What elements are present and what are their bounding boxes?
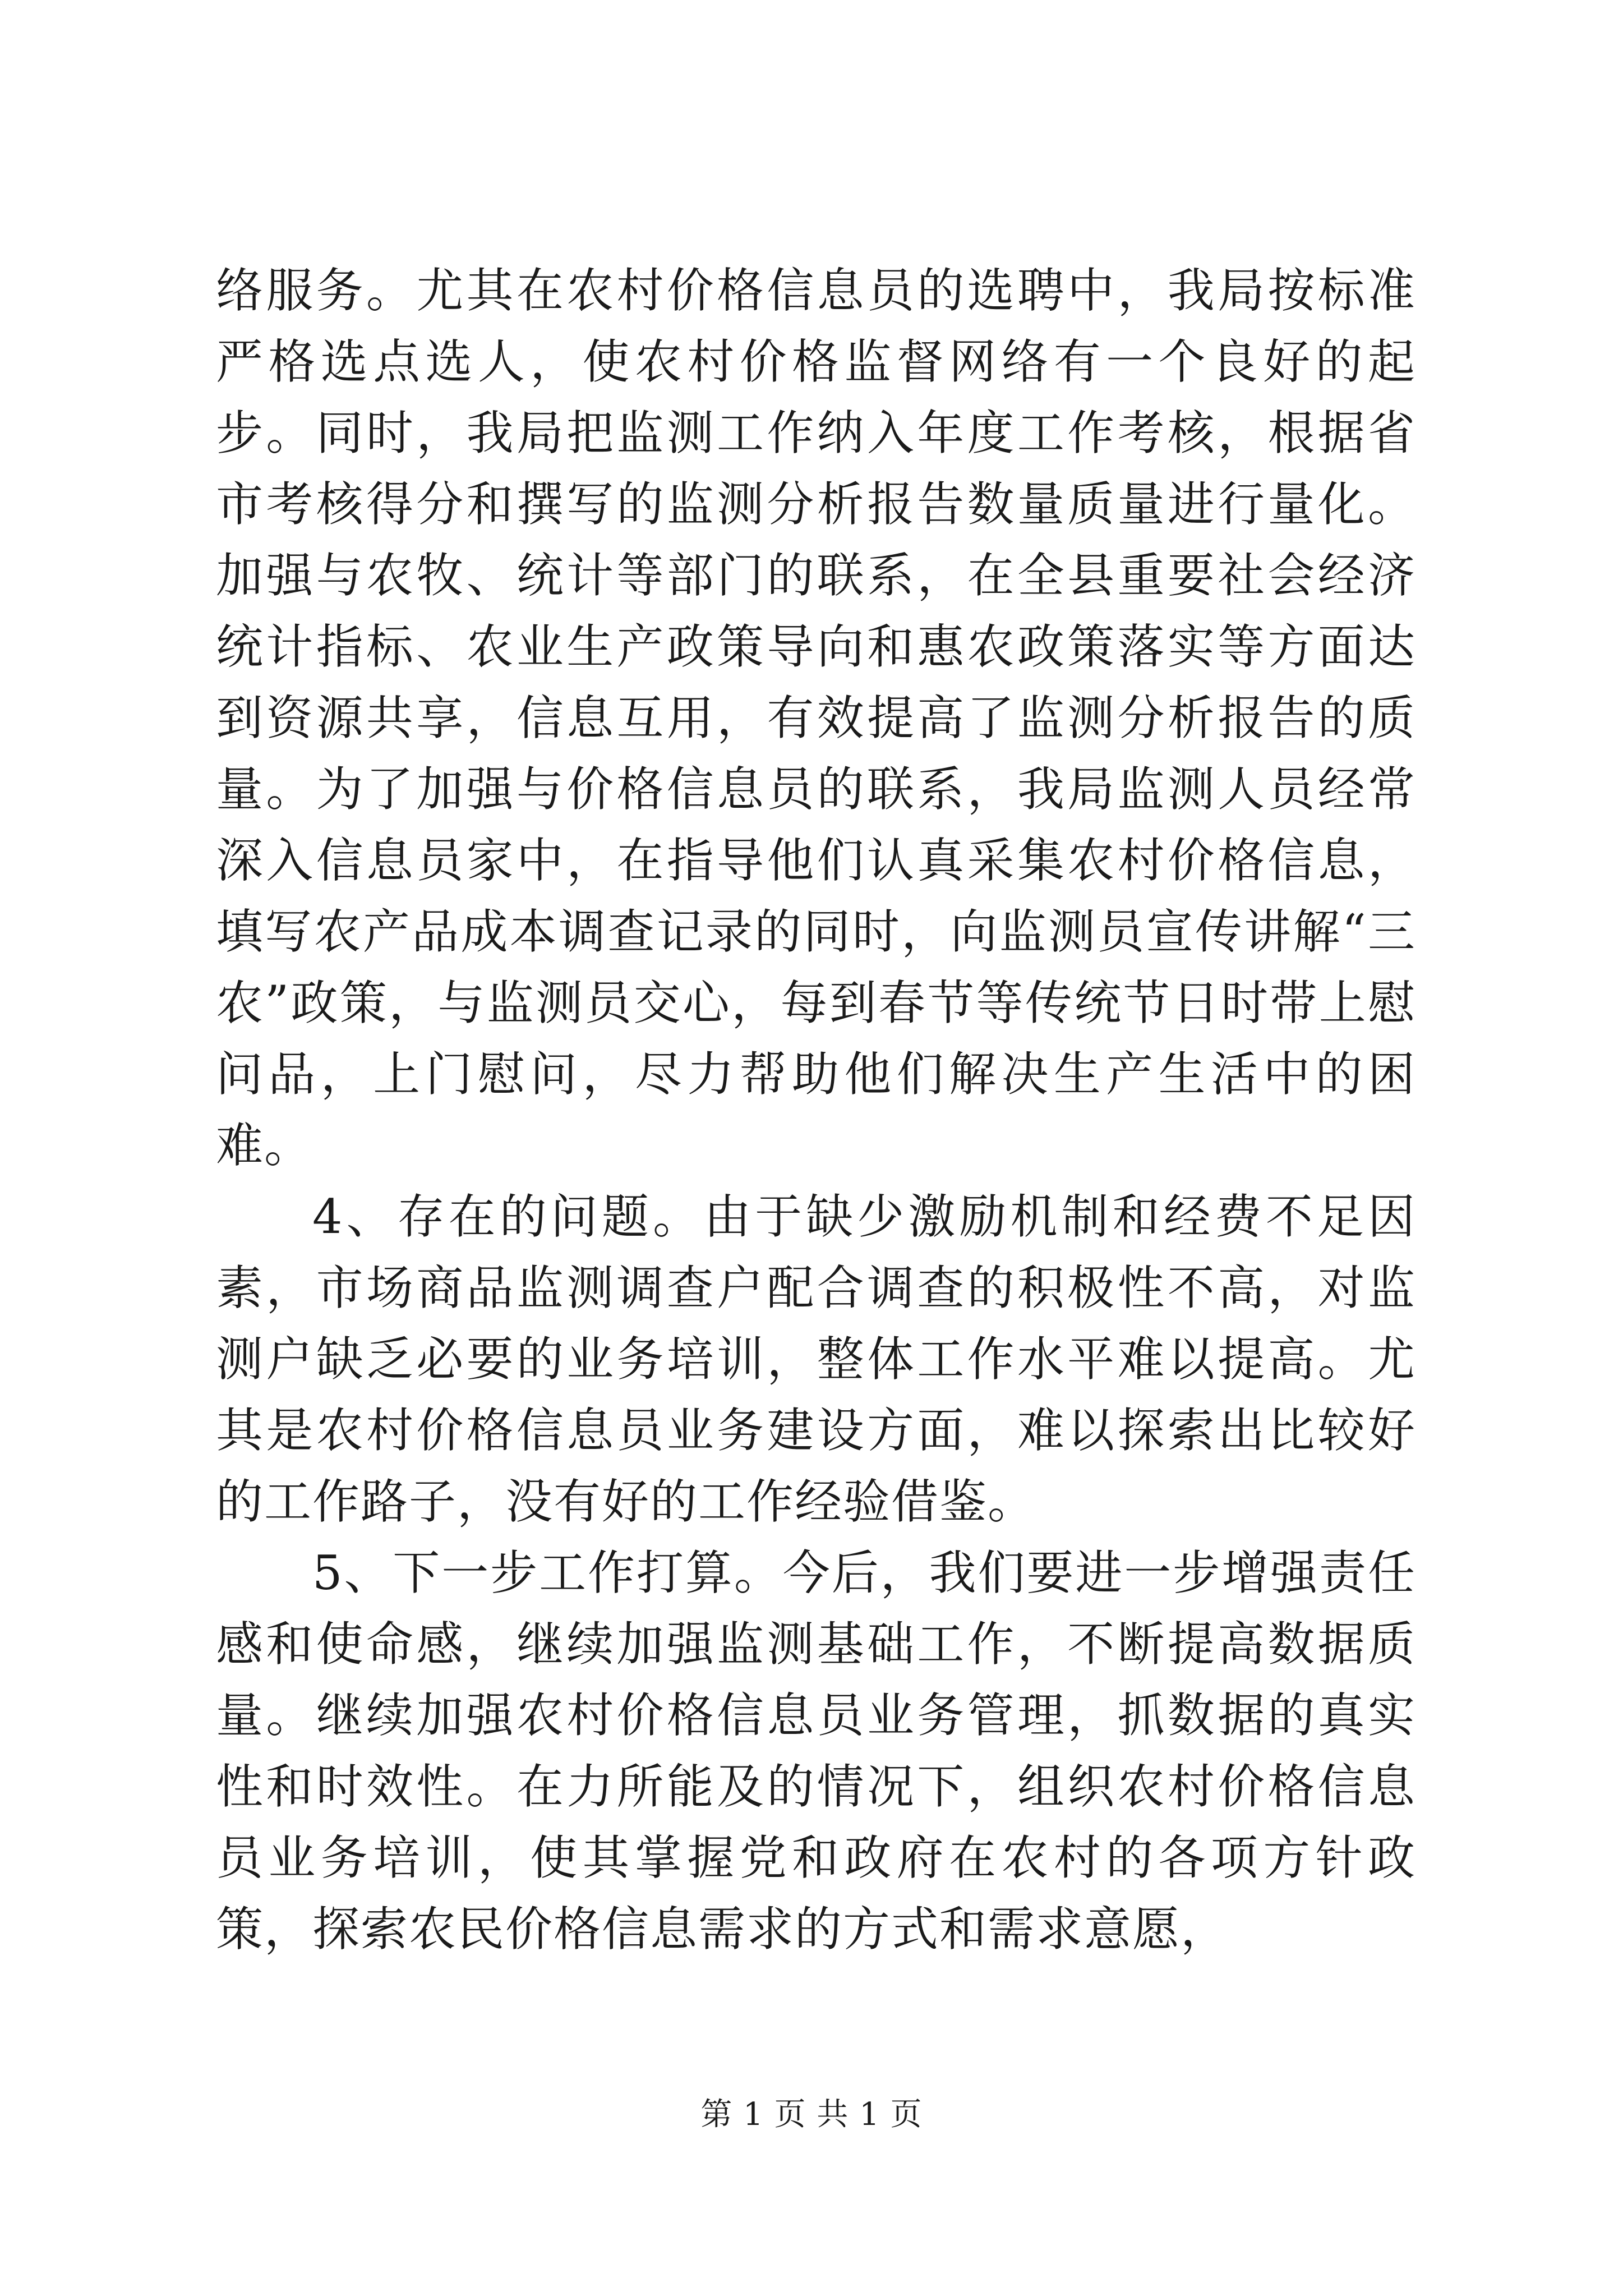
page-footer: 第 1 页 共 1 页 xyxy=(700,2096,923,2133)
paragraph-existing-problems: 4、存在的问题。由于缺少激励机制和经费不足因素，市场商品监测调查户配合调查的积极性不高，对监测户缺乏必要的业务培训，整体工作水平难以提高。尤其是农村价格信息员业务建设方面，难以探索出比较好的工作路子，没有好的工作经验借鉴。 xyxy=(216,1189,1416,1529)
paragraph-next-steps: 5、下一步工作打算。今后，我们要进一步增强责任感和使命感，继续加强监测基础工作，不断提高数据质量。继续加强农村价格信息员业务管理，抓数据的真实性和时效性。在力所能及的情况下，组织农村价格信息员业务培训，使其掌握党和政府在农村的各项方针政策，探索农民价格信息需求的方式和需求意愿， xyxy=(216,1545,1416,1957)
paragraph-continuation: 络服务。尤其在农村价格信息员的选聘中，我局按标准严格选点选人，使农村价格监督网络有一个良好的起步。同时，我局把监测工作纳入年度工作考核，根据省市考核得分和撰写的监测分析报告数量质量进行量化。加强与农牧、统计等部门的联系，在全县重要社会经济统计指标、农业生产政策导向和惠农政策落实等方面达到资源共享，信息互用，有效提高了监测分析报告的质量。为了加强与价格信息员的联系，我局监测人员经常深入信息员家中，在指导他们认真采集农村价格信息，填写农产品成本调查记录的同时，向监测员宣传讲解“三农”政策，与监测员交心，每到春节等传统节日时带上慰问品，上门慰问，尽力帮助他们解决生产生活中的困难。 xyxy=(216,263,1416,1173)
document-body xyxy=(216,255,1416,1965)
